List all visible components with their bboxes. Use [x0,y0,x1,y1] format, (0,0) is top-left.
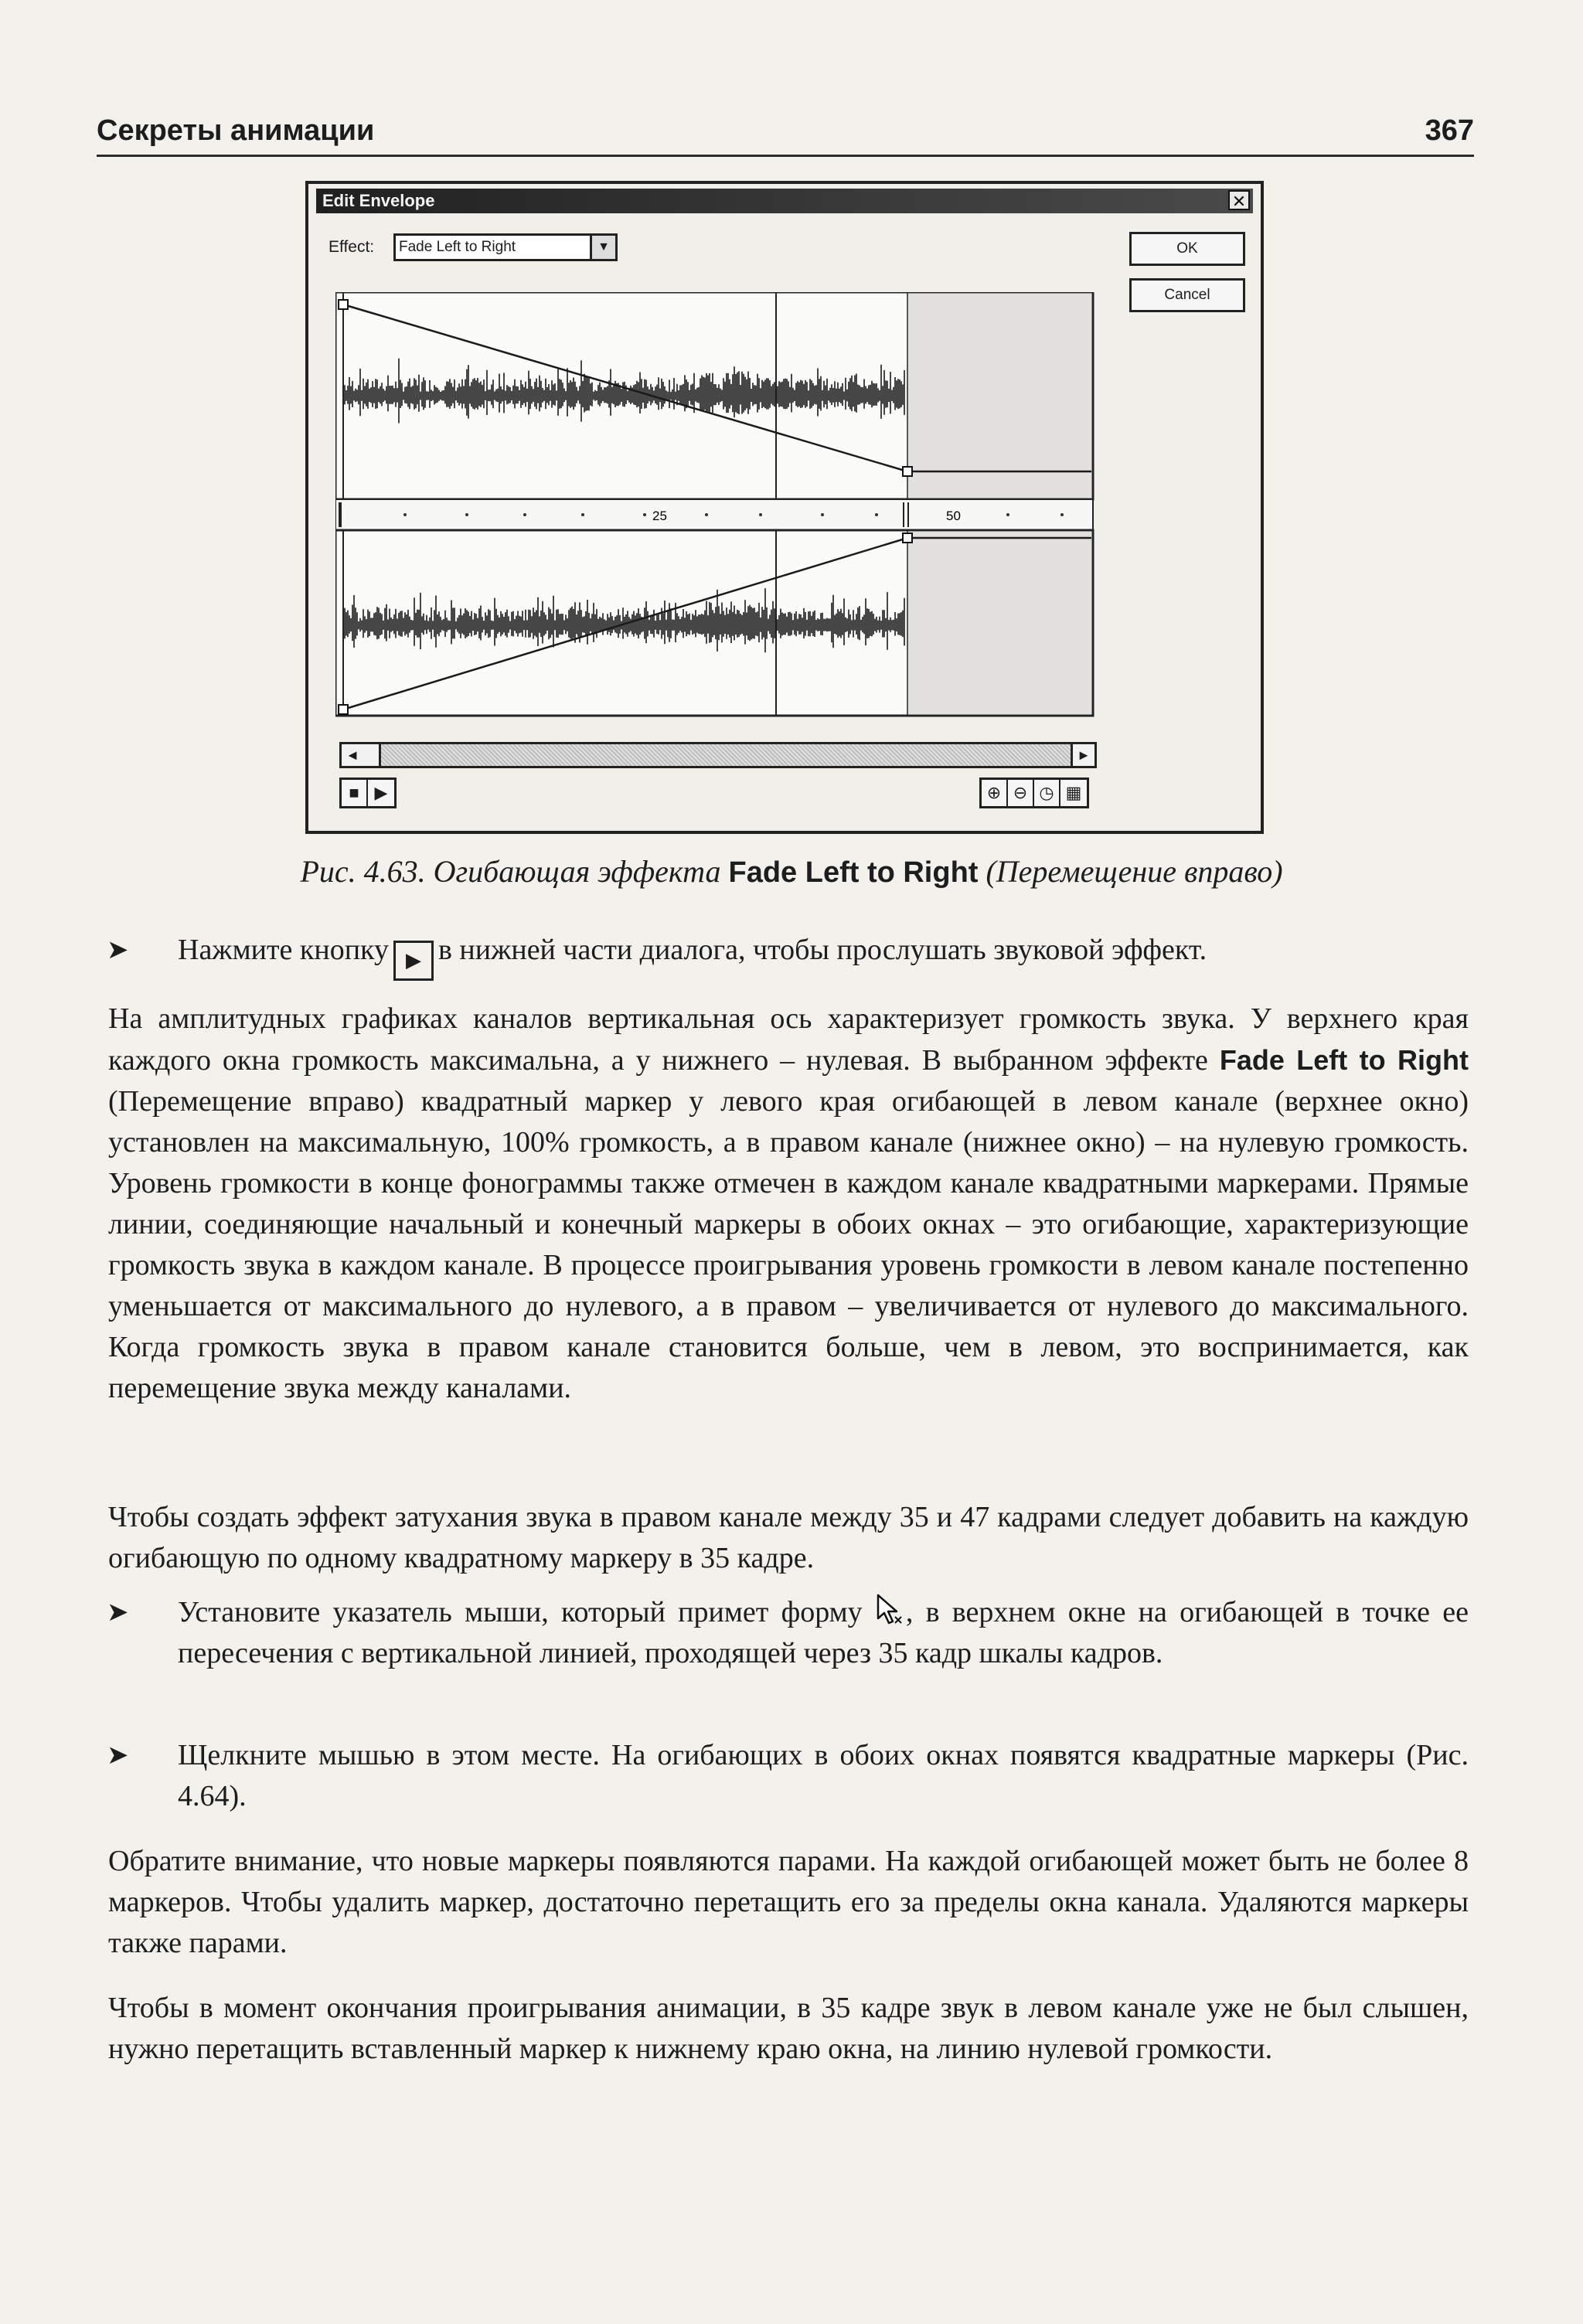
paragraph-3: Обратите внимание, что новые маркеры появляются парами. На каждой огибающей может быть не более 8 маркеров. Чтобы удалить маркер, достаточно перетащить его за пределы окна канала. Удаляются маркеры также парами. [108,1845,1469,1959]
right-channel-window[interactable] [335,530,1093,716]
paragraph-2: Чтобы создать эффект затухания звука в правом канале между 35 и 47 кадрами следует добавить на каждую огибающую по одному квадратному маркеру в 35 кадре. [108,1501,1469,1574]
page-number: 367 [1425,114,1474,147]
bullet-2 [107,1592,1469,1674]
caption-prefix: Рис. 4.63. Огибающая эффекта [300,854,729,889]
edit-envelope-dialog [305,181,1264,834]
bullet-1-post: в нижней части диалога, чтобы прослушать звуковой эффект. [437,934,1207,966]
dialog-titlebar [316,189,1253,213]
zoom-out-icon[interactable]: ⊖ [1008,780,1034,806]
close-icon[interactable]: ✕ [1228,190,1250,210]
ok-button[interactable]: OK [1129,232,1245,266]
caption-bold: Fade Left to Right [728,856,979,889]
envelope-handle-end [903,467,912,476]
figure-caption [0,853,1583,890]
play-icon: ▶ [393,941,434,981]
bullet-marker: ➤ [107,1598,129,1627]
envelope-handle-start-right [339,705,348,714]
effect-label: Effect: [329,238,375,256]
bullet-marker: ➤ [107,936,129,965]
paragraph-1-b: (Перемещение вправо) квадратный маркер у левого края огибающей в левом канале (верхнее окно) установлен на максимальную, 100% громкость, а в правом канале (нижнее окно) – на нулевую громкость. Уровень громкости в конце фонограммы также отмечен в каждом канале квадратными маркерами. Прямые линии, соединяющие начальный и конечный маркеры в обоих окнах – это огибающие, характеризующие громкость звука в каждом канале. В процессе проигрывания уровень громкости в левом канале постепенно уменьшается от максимального до нулевого, а в правом – увеличивается от нулевого до максимального. Когда громкость звука в правом канале становится больше, чем в левом, это воспринимается, как перемещение звука между каналами. [108,1085,1469,1404]
horizontal-scrollbar[interactable] [339,742,1097,768]
cancel-button[interactable]: Cancel [1129,278,1245,312]
scroll-right-icon[interactable]: ► [1071,744,1094,766]
frame-ruler [335,499,1093,530]
bullet-1 [107,930,1469,981]
running-header [97,114,1474,157]
view-controls [979,778,1089,808]
bullet-1-pre: Нажмите кнопку [178,934,389,966]
chevron-down-icon[interactable]: ▼ [590,236,615,259]
left-channel-window[interactable] [335,292,1093,499]
playback-controls [339,778,397,808]
zoom-in-icon[interactable]: ⊕ [982,780,1008,806]
paragraph-1-a: На амплитудных графиках каналов вертикальная ось характеризует громкость звука. У верхнего края каждого окна громкость максимальна, а у нижнего – нулевая. В выбранном эффекте [108,1002,1469,1077]
dialog-title: Edit Envelope [322,191,435,210]
play-icon[interactable]: ▶ [374,783,388,802]
scroll-thumb[interactable] [363,744,381,766]
bullet-marker: ➤ [107,1741,129,1770]
bullet-2-pre: Установите указатель мыши, который примет форму [178,1596,863,1628]
ruler-label-50: 50 [946,509,961,523]
bullet-2-post: , в верхнем окне на огибающей в точке ее пересечения с вертикальной линией, проходящей через 35 кадр шкалы кадров. [178,1596,1469,1669]
header-title: Секреты анимации [97,114,375,147]
effect-select[interactable] [393,233,618,261]
paragraph-4: Чтобы в момент окончания проигрывания анимации, в 35 кадре звук в левом канале уже не был слышен, нужно перетащить вставленный маркер к нижнему краю окна, на линию нулевой громкости. [108,1992,1469,2065]
stop-icon[interactable]: ■ [342,780,368,806]
frames-icon[interactable]: ▦ [1065,783,1082,802]
bullet-3 [107,1735,1469,1817]
seconds-icon[interactable]: ◷ [1034,780,1060,806]
cursor-arrow-icon [875,1594,906,1628]
caption-suffix: (Перемещение вправо) [978,854,1283,889]
envelope-editor [335,292,1097,717]
scroll-left-icon[interactable]: ◄ [342,744,366,766]
paragraph-1 [108,999,1469,1409]
envelope-handle-start [339,300,348,309]
envelope-handle-end-right [903,533,912,543]
bullet-3-text: Щелкните мышью в этом месте. На огибающих в обоих окнах появятся квадратные маркеры (Рис. 4.64). [178,1739,1469,1812]
paragraph-1-bold: Fade Left to Right [1219,1044,1469,1076]
effect-select-value: Fade Left to Right [399,239,516,255]
ruler-label-25: 25 [652,509,667,523]
